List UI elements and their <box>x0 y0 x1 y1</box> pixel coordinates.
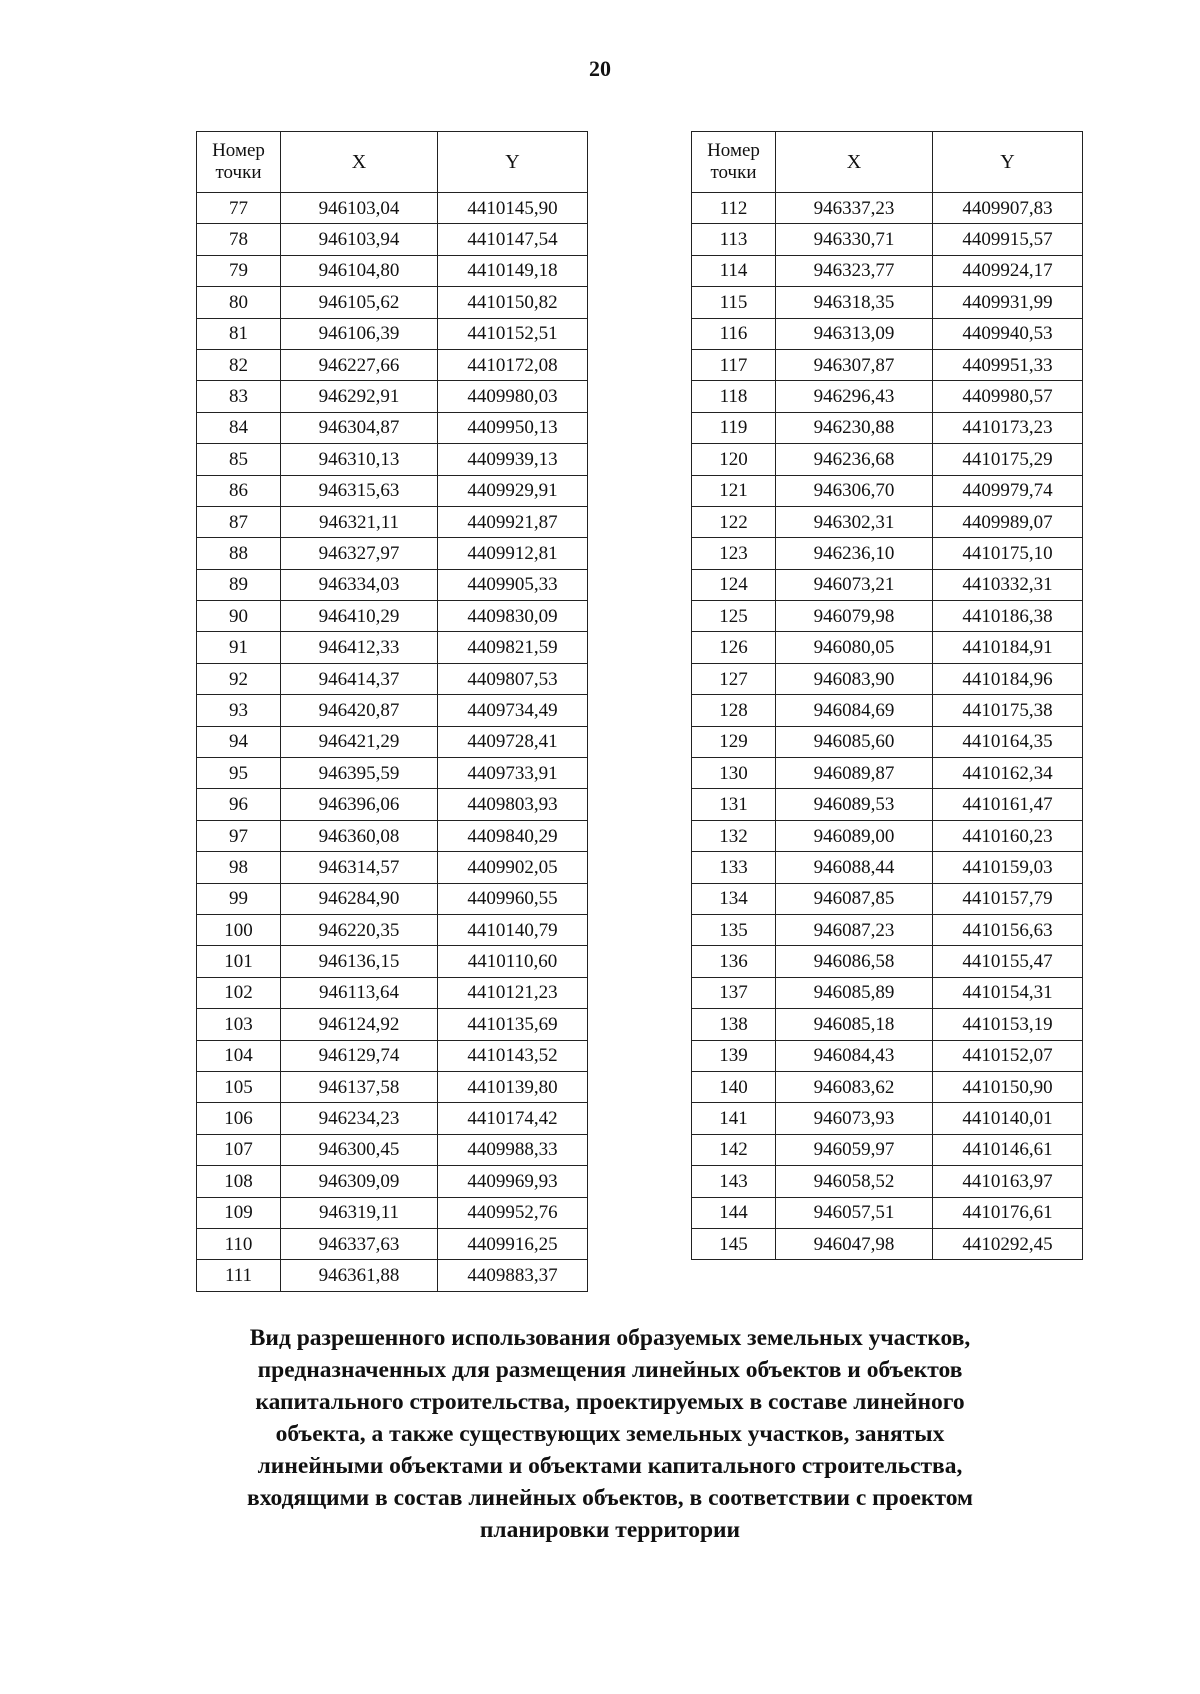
cell-x: 946236,10 <box>776 538 933 569</box>
cell-y: 4410139,80 <box>438 1071 588 1102</box>
cell-x: 946124,92 <box>281 1009 438 1040</box>
cell-x: 946106,39 <box>281 318 438 349</box>
table-row <box>197 946 588 977</box>
cell-point-number: 114 <box>692 255 776 286</box>
cell-point-number: 86 <box>197 475 281 506</box>
cell-point-number: 130 <box>692 758 776 789</box>
cell-point-number: 83 <box>197 381 281 412</box>
table-row <box>692 569 1083 600</box>
heading-line: предназначенных для размещения линейных объектов и объектов <box>257 1357 963 1383</box>
cell-y: 4409916,25 <box>438 1228 588 1259</box>
cell-point-number: 91 <box>197 632 281 663</box>
cell-point-number: 121 <box>692 475 776 506</box>
cell-y: 4410150,90 <box>933 1071 1083 1102</box>
cell-point-number: 124 <box>692 569 776 600</box>
heading-line: капитального строительства, проектируемых в составе линейного <box>255 1389 965 1415</box>
cell-x: 946058,52 <box>776 1166 933 1197</box>
cell-y: 4409907,83 <box>933 193 1083 224</box>
cell-y: 4410332,31 <box>933 569 1083 600</box>
coordinates-table-left <box>196 131 588 1292</box>
cell-x: 946314,57 <box>281 852 438 883</box>
cell-point-number: 107 <box>197 1134 281 1165</box>
cell-y: 4409929,91 <box>438 475 588 506</box>
cell-y: 4410175,10 <box>933 538 1083 569</box>
cell-y: 4410184,96 <box>933 663 1083 694</box>
cell-x: 946073,21 <box>776 569 933 600</box>
cell-point-number: 97 <box>197 820 281 851</box>
cell-y: 4409980,03 <box>438 381 588 412</box>
cell-point-number: 141 <box>692 1103 776 1134</box>
cell-y: 4410135,69 <box>438 1009 588 1040</box>
table-row <box>197 1009 588 1040</box>
cell-point-number: 125 <box>692 601 776 632</box>
cell-x: 946087,85 <box>776 883 933 914</box>
table-row <box>197 758 588 789</box>
cell-x: 946304,87 <box>281 412 438 443</box>
column-header-y: Y <box>438 132 588 193</box>
cell-point-number: 132 <box>692 820 776 851</box>
cell-point-number: 87 <box>197 506 281 537</box>
cell-x: 946086,58 <box>776 946 933 977</box>
cell-x: 946319,11 <box>281 1197 438 1228</box>
cell-y: 4410152,07 <box>933 1040 1083 1071</box>
table-row <box>197 726 588 757</box>
table-row <box>197 852 588 883</box>
table-body-right <box>692 193 1083 1260</box>
cell-y: 4410121,23 <box>438 977 588 1008</box>
table-row <box>692 412 1083 443</box>
cell-point-number: 134 <box>692 883 776 914</box>
cell-y: 4410149,18 <box>438 255 588 286</box>
cell-x: 946084,69 <box>776 695 933 726</box>
cell-x: 946104,80 <box>281 255 438 286</box>
cell-point-number: 126 <box>692 632 776 663</box>
cell-point-number: 123 <box>692 538 776 569</box>
cell-x: 946087,23 <box>776 914 933 945</box>
cell-y: 4409988,33 <box>438 1134 588 1165</box>
cell-y: 4410164,35 <box>933 726 1083 757</box>
table-row <box>692 1228 1083 1259</box>
cell-point-number: 140 <box>692 1071 776 1102</box>
cell-x: 946113,64 <box>281 977 438 1008</box>
cell-y: 4410160,23 <box>933 820 1083 851</box>
table-row <box>692 1009 1083 1040</box>
cell-y: 4409905,33 <box>438 569 588 600</box>
cell-x: 946137,58 <box>281 1071 438 1102</box>
table-header-row <box>692 132 1083 193</box>
cell-x: 946047,98 <box>776 1228 933 1259</box>
cell-x: 946318,35 <box>776 287 933 318</box>
cell-y: 4409939,13 <box>438 444 588 475</box>
cell-point-number: 100 <box>197 914 281 945</box>
table-row <box>197 538 588 569</box>
cell-x: 946085,89 <box>776 977 933 1008</box>
cell-point-number: 92 <box>197 663 281 694</box>
cell-x: 946330,71 <box>776 224 933 255</box>
cell-point-number: 105 <box>197 1071 281 1102</box>
cell-x: 946327,97 <box>281 538 438 569</box>
cell-point-number: 122 <box>692 506 776 537</box>
table-row <box>197 444 588 475</box>
cell-point-number: 133 <box>692 852 776 883</box>
cell-y: 4409940,53 <box>933 318 1083 349</box>
table-row <box>197 475 588 506</box>
cell-y: 4409931,99 <box>933 287 1083 318</box>
cell-x: 946309,09 <box>281 1166 438 1197</box>
cell-point-number: 109 <box>197 1197 281 1228</box>
table-header-row <box>197 132 588 193</box>
cell-x: 946220,35 <box>281 914 438 945</box>
table-row <box>197 412 588 443</box>
cell-y: 4409979,74 <box>933 475 1083 506</box>
cell-y: 4409980,57 <box>933 381 1083 412</box>
cell-x: 946084,43 <box>776 1040 933 1071</box>
cell-point-number: 115 <box>692 287 776 318</box>
cell-point-number: 99 <box>197 883 281 914</box>
cell-x: 946085,18 <box>776 1009 933 1040</box>
table-row <box>197 977 588 1008</box>
cell-x: 946089,87 <box>776 758 933 789</box>
table-row <box>197 789 588 820</box>
cell-point-number: 98 <box>197 852 281 883</box>
cell-point-number: 78 <box>197 224 281 255</box>
cell-y: 4409840,29 <box>438 820 588 851</box>
table-row <box>692 1071 1083 1102</box>
cell-x: 946313,09 <box>776 318 933 349</box>
cell-x: 946420,87 <box>281 695 438 726</box>
cell-point-number: 85 <box>197 444 281 475</box>
cell-y: 4410176,61 <box>933 1197 1083 1228</box>
cell-x: 946292,91 <box>281 381 438 412</box>
cell-y: 4410110,60 <box>438 946 588 977</box>
cell-x: 946073,93 <box>776 1103 933 1134</box>
cell-point-number: 112 <box>692 193 776 224</box>
cell-point-number: 117 <box>692 349 776 380</box>
cell-x: 946360,08 <box>281 820 438 851</box>
cell-point-number: 94 <box>197 726 281 757</box>
table-row <box>197 255 588 286</box>
table-row <box>197 1166 588 1197</box>
cell-y: 4409807,53 <box>438 663 588 694</box>
cell-y: 4410174,42 <box>438 1103 588 1134</box>
table-row <box>692 475 1083 506</box>
table-row <box>692 852 1083 883</box>
table-row <box>692 758 1083 789</box>
column-header-x: X <box>776 132 933 193</box>
cell-point-number: 136 <box>692 946 776 977</box>
table-row <box>692 1197 1083 1228</box>
cell-point-number: 93 <box>197 695 281 726</box>
cell-x: 946284,90 <box>281 883 438 914</box>
cell-x: 946227,66 <box>281 349 438 380</box>
table-row <box>692 883 1083 914</box>
cell-y: 4409960,55 <box>438 883 588 914</box>
cell-x: 946059,97 <box>776 1134 933 1165</box>
table-row <box>197 287 588 318</box>
cell-point-number: 84 <box>197 412 281 443</box>
cell-x: 946337,63 <box>281 1228 438 1259</box>
cell-y: 4409950,13 <box>438 412 588 443</box>
cell-y: 4410143,52 <box>438 1040 588 1071</box>
table-row <box>197 349 588 380</box>
cell-point-number: 102 <box>197 977 281 1008</box>
table-row <box>197 695 588 726</box>
table-row <box>197 601 588 632</box>
cell-point-number: 82 <box>197 349 281 380</box>
cell-x: 946105,62 <box>281 287 438 318</box>
cell-y: 4409821,59 <box>438 632 588 663</box>
cell-x: 946395,59 <box>281 758 438 789</box>
table-row <box>692 255 1083 286</box>
cell-x: 946136,15 <box>281 946 438 977</box>
cell-point-number: 88 <box>197 538 281 569</box>
cell-point-number: 95 <box>197 758 281 789</box>
cell-y: 4410184,91 <box>933 632 1083 663</box>
table-row <box>692 726 1083 757</box>
cell-y: 4409951,33 <box>933 349 1083 380</box>
cell-point-number: 81 <box>197 318 281 349</box>
table-row <box>197 883 588 914</box>
cell-x: 946396,06 <box>281 789 438 820</box>
page-number: 20 <box>589 56 611 81</box>
table-row <box>197 632 588 663</box>
cell-point-number: 79 <box>197 255 281 286</box>
heading-line: объекта, а также существующих земельных участков, занятых <box>275 1421 945 1447</box>
cell-x: 946089,53 <box>776 789 933 820</box>
table-row <box>692 506 1083 537</box>
cell-point-number: 116 <box>692 318 776 349</box>
cell-point-number: 110 <box>197 1228 281 1259</box>
section-heading <box>150 1322 1070 1546</box>
cell-point-number: 131 <box>692 789 776 820</box>
table-row <box>692 695 1083 726</box>
cell-y: 4409921,87 <box>438 506 588 537</box>
table-row <box>197 569 588 600</box>
cell-point-number: 127 <box>692 663 776 694</box>
cell-point-number: 89 <box>197 569 281 600</box>
cell-x: 946306,70 <box>776 475 933 506</box>
cell-y: 4410153,19 <box>933 1009 1083 1040</box>
table-row <box>692 663 1083 694</box>
table-row <box>692 444 1083 475</box>
table-row <box>197 914 588 945</box>
cell-y: 4410172,08 <box>438 349 588 380</box>
heading-line: входящими в состав линейных объектов, в соответствии с проектом <box>247 1485 973 1511</box>
cell-point-number: 128 <box>692 695 776 726</box>
cell-y: 4410156,63 <box>933 914 1083 945</box>
table-row <box>692 1166 1083 1197</box>
table-row <box>197 1197 588 1228</box>
cell-x: 946088,44 <box>776 852 933 883</box>
table-row <box>197 1134 588 1165</box>
table-row <box>692 914 1083 945</box>
cell-y: 4409924,17 <box>933 255 1083 286</box>
table-row <box>692 789 1083 820</box>
cell-x: 946057,51 <box>776 1197 933 1228</box>
table-row <box>692 632 1083 663</box>
cell-y: 4410146,61 <box>933 1134 1083 1165</box>
table-row <box>692 224 1083 255</box>
cell-point-number: 106 <box>197 1103 281 1134</box>
cell-x: 946103,04 <box>281 193 438 224</box>
cell-y: 4410157,79 <box>933 883 1083 914</box>
table-row <box>692 1134 1083 1165</box>
cell-y: 4410140,01 <box>933 1103 1083 1134</box>
cell-point-number: 113 <box>692 224 776 255</box>
cell-x: 946080,05 <box>776 632 933 663</box>
cell-point-number: 120 <box>692 444 776 475</box>
table-row <box>197 318 588 349</box>
cell-y: 4409733,91 <box>438 758 588 789</box>
cell-point-number: 138 <box>692 1009 776 1040</box>
cell-point-number: 111 <box>197 1260 281 1291</box>
cell-x: 946234,23 <box>281 1103 438 1134</box>
table-row <box>197 1040 588 1071</box>
cell-y: 4410145,90 <box>438 193 588 224</box>
cell-y: 4409912,81 <box>438 538 588 569</box>
cell-y: 4409902,05 <box>438 852 588 883</box>
cell-point-number: 80 <box>197 287 281 318</box>
cell-y: 4409915,57 <box>933 224 1083 255</box>
cell-y: 4410147,54 <box>438 224 588 255</box>
table-row <box>197 663 588 694</box>
cell-y: 4409728,41 <box>438 726 588 757</box>
table-row <box>197 224 588 255</box>
cell-y: 4409803,93 <box>438 789 588 820</box>
cell-x: 946321,11 <box>281 506 438 537</box>
cell-y: 4410152,51 <box>438 318 588 349</box>
cell-y: 4410140,79 <box>438 914 588 945</box>
table-row <box>197 381 588 412</box>
cell-x: 946302,31 <box>776 506 933 537</box>
cell-y: 4409969,93 <box>438 1166 588 1197</box>
column-header-y: Y <box>933 132 1083 193</box>
cell-x: 946300,45 <box>281 1134 438 1165</box>
cell-point-number: 142 <box>692 1134 776 1165</box>
cell-x: 946079,98 <box>776 601 933 632</box>
cell-y: 4410154,31 <box>933 977 1083 1008</box>
cell-point-number: 137 <box>692 977 776 1008</box>
cell-x: 946337,23 <box>776 193 933 224</box>
cell-x: 946414,37 <box>281 663 438 694</box>
cell-point-number: 145 <box>692 1228 776 1259</box>
table-row <box>692 538 1083 569</box>
table-row <box>692 977 1083 1008</box>
cell-x: 946129,74 <box>281 1040 438 1071</box>
cell-x: 946421,29 <box>281 726 438 757</box>
table-row <box>692 349 1083 380</box>
table-row <box>197 506 588 537</box>
cell-x: 946296,43 <box>776 381 933 412</box>
cell-point-number: 135 <box>692 914 776 945</box>
cell-point-number: 108 <box>197 1166 281 1197</box>
cell-x: 946334,03 <box>281 569 438 600</box>
coordinates-table-right <box>691 131 1083 1260</box>
cell-y: 4409830,09 <box>438 601 588 632</box>
table-row <box>197 820 588 851</box>
table-row <box>692 1040 1083 1071</box>
cell-y: 4410186,38 <box>933 601 1083 632</box>
cell-x: 946083,62 <box>776 1071 933 1102</box>
table-row <box>197 1103 588 1134</box>
cell-point-number: 77 <box>197 193 281 224</box>
heading-line: Вид разрешенного использования образуемых земельных участков, <box>249 1325 971 1351</box>
cell-y: 4409883,37 <box>438 1260 588 1291</box>
cell-x: 946089,00 <box>776 820 933 851</box>
cell-x: 946085,60 <box>776 726 933 757</box>
cell-point-number: 90 <box>197 601 281 632</box>
cell-x: 946230,88 <box>776 412 933 443</box>
cell-x: 946236,68 <box>776 444 933 475</box>
cell-point-number: 143 <box>692 1166 776 1197</box>
cell-y: 4410150,82 <box>438 287 588 318</box>
cell-x: 946315,63 <box>281 475 438 506</box>
table-row <box>692 946 1083 977</box>
cell-y: 4410162,34 <box>933 758 1083 789</box>
cell-point-number: 101 <box>197 946 281 977</box>
table-row <box>197 1228 588 1259</box>
cell-x: 946103,94 <box>281 224 438 255</box>
cell-y: 4410173,23 <box>933 412 1083 443</box>
table-row <box>197 1071 588 1102</box>
table-row <box>692 318 1083 349</box>
heading-line: планировки территории <box>479 1517 741 1543</box>
table-row <box>197 193 588 224</box>
cell-x: 946307,87 <box>776 349 933 380</box>
table-row <box>692 287 1083 318</box>
cell-point-number: 129 <box>692 726 776 757</box>
cell-y: 4409952,76 <box>438 1197 588 1228</box>
cell-y: 4410161,47 <box>933 789 1083 820</box>
cell-x: 946310,13 <box>281 444 438 475</box>
heading-line: линейными объектами и объектами капитального строительства, <box>257 1453 963 1479</box>
column-header-x: X <box>281 132 438 193</box>
cell-y: 4410163,97 <box>933 1166 1083 1197</box>
cell-point-number: 104 <box>197 1040 281 1071</box>
cell-y: 4410175,29 <box>933 444 1083 475</box>
table-body-left <box>197 193 588 1292</box>
table-row <box>692 1103 1083 1134</box>
cell-point-number: 118 <box>692 381 776 412</box>
column-header-point: Номер точки <box>692 132 776 193</box>
cell-y: 4410155,47 <box>933 946 1083 977</box>
cell-y: 4410159,03 <box>933 852 1083 883</box>
cell-point-number: 96 <box>197 789 281 820</box>
cell-x: 946083,90 <box>776 663 933 694</box>
table-row <box>692 820 1083 851</box>
cell-x: 946410,29 <box>281 601 438 632</box>
table-row <box>692 601 1083 632</box>
table-row <box>692 193 1083 224</box>
cell-x: 946361,88 <box>281 1260 438 1291</box>
column-header-point: Номер точки <box>197 132 281 193</box>
cell-y: 4410175,38 <box>933 695 1083 726</box>
cell-y: 4409989,07 <box>933 506 1083 537</box>
cell-x: 946323,77 <box>776 255 933 286</box>
cell-point-number: 144 <box>692 1197 776 1228</box>
table-row <box>197 1260 588 1291</box>
cell-point-number: 103 <box>197 1009 281 1040</box>
table-row <box>692 381 1083 412</box>
cell-point-number: 119 <box>692 412 776 443</box>
cell-x: 946412,33 <box>281 632 438 663</box>
cell-y: 4409734,49 <box>438 695 588 726</box>
cell-y: 4410292,45 <box>933 1228 1083 1259</box>
cell-point-number: 139 <box>692 1040 776 1071</box>
